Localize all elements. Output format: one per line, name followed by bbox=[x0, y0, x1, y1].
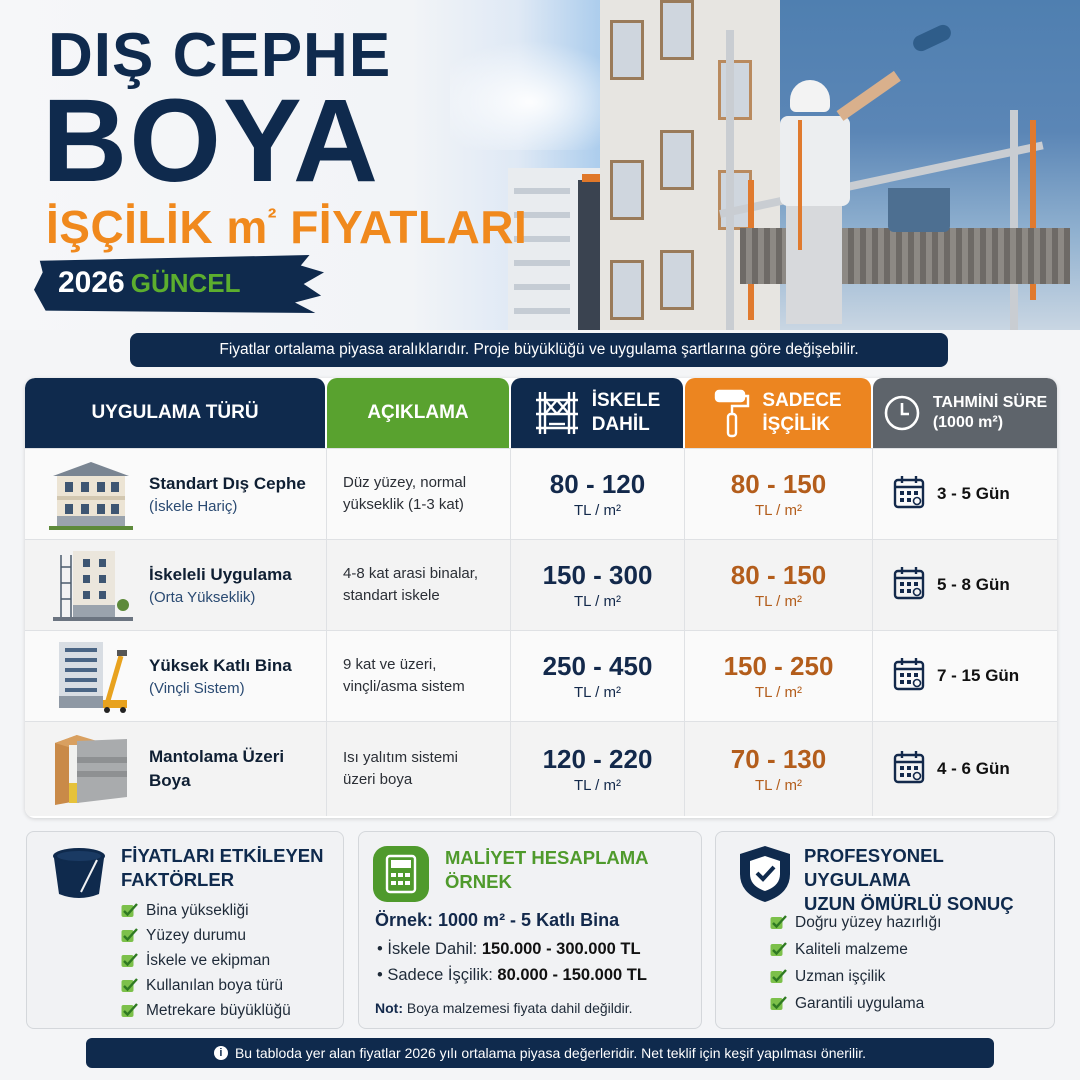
factors-title-line2: FAKTÖRLER bbox=[121, 869, 235, 891]
title-line-1: DIŞ CEPHE bbox=[48, 21, 392, 90]
type-title: İskeleli Uygulama bbox=[149, 564, 292, 584]
list-item: Doğru yüzey hazırlığı bbox=[770, 909, 941, 936]
paint-roller-icon bbox=[714, 388, 750, 438]
calculator-icon bbox=[373, 846, 429, 907]
calendar-icon bbox=[893, 566, 925, 605]
description-cell: Düz yüzey, normal yükseklik (1-3 kat) bbox=[327, 449, 511, 539]
type-title: Yüksek Katlı Bina bbox=[149, 655, 292, 675]
example-scaffold-line: • İskele Dahil: 150.000 - 300.000 TL bbox=[377, 940, 641, 958]
info-icon: i bbox=[214, 1046, 228, 1060]
checkbox-icon bbox=[770, 969, 787, 984]
table-row bbox=[25, 630, 1057, 721]
checkbox-icon bbox=[121, 903, 138, 918]
example-note: Not: Boya malzemesi fiyata dahil değildir. bbox=[375, 1000, 633, 1016]
list-item: İskele ve ekipman bbox=[121, 948, 291, 973]
checkbox-icon bbox=[121, 1003, 138, 1018]
duration-cell: 7 - 15 Gün bbox=[873, 631, 1057, 721]
header-estimated-duration: TAHMİNİ SÜRE (1000 m²) bbox=[873, 378, 1057, 448]
list-item: Bina yüksekliği bbox=[121, 898, 291, 923]
labor-price-cell: 80 - 150 TL / m² bbox=[685, 540, 873, 630]
calendar-icon bbox=[893, 750, 925, 789]
shield-check-icon bbox=[738, 844, 792, 909]
factors-list bbox=[121, 898, 291, 1023]
type-subtitle: (Vinçli Sistem) bbox=[149, 679, 245, 697]
duration-cell: 4 - 6 Gün bbox=[873, 722, 1057, 816]
list-item: Kaliteli malzeme bbox=[770, 936, 941, 963]
footer-disclaimer bbox=[86, 1038, 994, 1068]
scaffold-price-cell: 120 - 220 TL / m² bbox=[511, 722, 685, 816]
hero-banner bbox=[0, 0, 1080, 330]
header-application-type: UYGULAMA TÜRÜ bbox=[25, 378, 325, 448]
example-heading: Örnek: 1000 m² - 5 Katlı Bina bbox=[375, 910, 620, 930]
factors-card bbox=[26, 831, 344, 1029]
cost-example-card bbox=[358, 831, 702, 1029]
table-header bbox=[25, 378, 1057, 448]
insulation-layers-icon bbox=[47, 731, 135, 807]
checkbox-icon bbox=[121, 928, 138, 943]
scaffold-price-cell: 80 - 120 TL / m² bbox=[511, 449, 685, 539]
table-row bbox=[25, 448, 1057, 539]
title-line-3: İŞÇİLİK $m^{^2}$ FİYATLARI bbox=[46, 201, 528, 253]
duration-cell: 5 - 8 Gün bbox=[873, 540, 1057, 630]
paint-bucket-icon bbox=[51, 846, 107, 905]
pro-title-line2: UZUN ÖMÜRLÜ SONUÇ bbox=[804, 893, 1014, 915]
scaffold-price-cell: 150 - 300 TL / m² bbox=[511, 540, 685, 630]
labor-price-cell: 80 - 150 TL / m² bbox=[685, 449, 873, 539]
low-rise-building-icon bbox=[47, 456, 135, 532]
painter-worker bbox=[780, 80, 860, 325]
type-subtitle: (Orta Yükseklik) bbox=[149, 588, 256, 606]
duration-cell: 3 - 5 Gün bbox=[873, 449, 1057, 539]
scaffold-icon bbox=[534, 390, 580, 436]
labor-price-cell: 150 - 250 TL / m² bbox=[685, 631, 873, 721]
list-item: Metrekare büyüklüğü bbox=[121, 998, 291, 1023]
high-rise-building-crane-icon bbox=[47, 638, 135, 714]
description-cell: 9 kat ve üzeri, vinçli/asma sistem bbox=[327, 631, 511, 721]
list-item: Uzman işçilik bbox=[770, 963, 941, 990]
footer-text: Bu tabloda yer alan fiyatlar 2026 yılı ortalama piyasa değerleridir. Net teklif için keşif yapılması önerilir. bbox=[234, 1045, 867, 1061]
clock-icon bbox=[883, 394, 921, 432]
description-cell: Isı yalıtım sistemi üzeri boya bbox=[327, 722, 511, 816]
pro-list bbox=[770, 909, 941, 1017]
type-title: Mantolama Üzeri bbox=[149, 747, 285, 766]
list-item: Yüzey durumu bbox=[121, 923, 291, 948]
year-badge bbox=[58, 266, 241, 300]
checkbox-icon bbox=[770, 915, 787, 930]
price-table bbox=[25, 378, 1057, 818]
calendar-icon bbox=[893, 475, 925, 514]
example-title-line2: ÖRNEK bbox=[445, 871, 512, 893]
factors-title-line1: FİYATLARI ETKİLEYEN bbox=[121, 845, 324, 866]
labor-price-cell: 70 - 130 TL / m² bbox=[685, 722, 873, 816]
notice-bar: Fiyatlar ortalama piyasa aralıklarıdır. Proje büyüklüğü ve uygulama şartlarına göre değişebilir. bbox=[130, 333, 948, 367]
checkbox-icon bbox=[121, 953, 138, 968]
table-row bbox=[25, 721, 1057, 816]
table-body bbox=[25, 448, 1057, 816]
title-line-2: BOYA bbox=[42, 75, 381, 207]
example-labor-line: • Sadece İşçilik: 80.000 - 150.000 TL bbox=[377, 966, 647, 984]
list-item: Kullanılan boya türü bbox=[121, 973, 291, 998]
professional-card bbox=[715, 831, 1055, 1029]
header-description: AÇIKLAMA bbox=[327, 378, 509, 448]
badge-label: GÜNCEL bbox=[130, 268, 241, 298]
checkbox-icon bbox=[770, 996, 787, 1011]
badge-year: 2026 bbox=[58, 266, 125, 299]
calendar-icon bbox=[893, 657, 925, 696]
type-title-line2: Boya bbox=[149, 771, 191, 790]
header-scaffold-included: İSKELE DAHİL bbox=[511, 378, 683, 448]
type-title: Standart Dış Cephe bbox=[149, 473, 306, 493]
description-cell: 4-8 kat arasi binalar, standart iskele bbox=[327, 540, 511, 630]
checkbox-icon bbox=[121, 978, 138, 993]
table-row bbox=[25, 539, 1057, 630]
scaffold-price-cell: 250 - 450 TL / m² bbox=[511, 631, 685, 721]
checkbox-icon bbox=[770, 942, 787, 957]
paint-bucket bbox=[888, 188, 950, 232]
list-item: Garantili uygulama bbox=[770, 990, 941, 1017]
pro-title-line1: PROFESYONEL UYGULAMA bbox=[804, 845, 944, 891]
type-subtitle: (İskele Hariç) bbox=[149, 497, 238, 515]
example-title-line1: MALİYET HESAPLAMA bbox=[445, 847, 649, 868]
header-labor-only: SADECE İŞÇİLİK bbox=[685, 378, 871, 448]
mid-rise-building-scaffold-icon bbox=[47, 547, 135, 623]
